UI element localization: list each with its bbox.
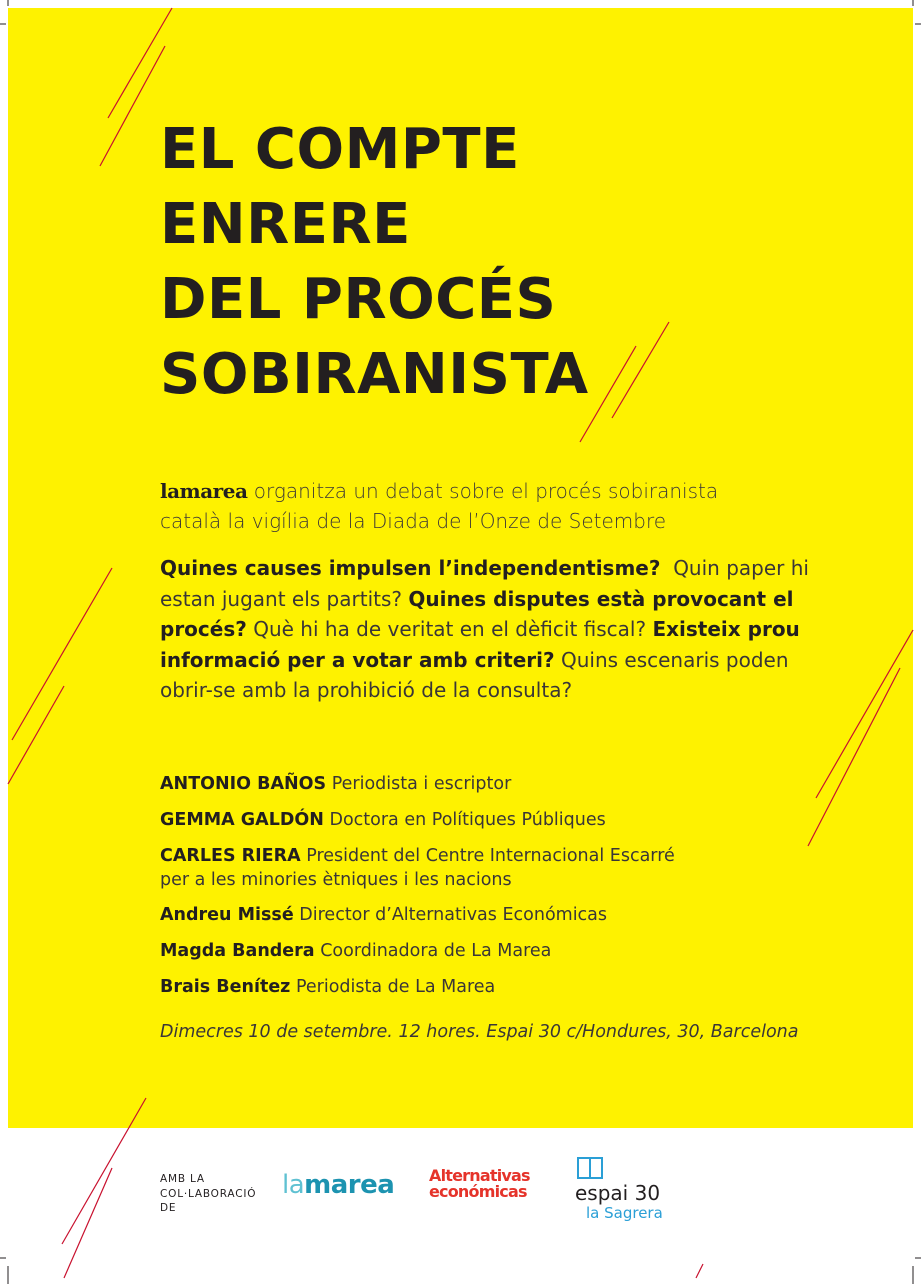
lamarea-inline-logo: lamarea xyxy=(160,479,248,503)
title-line-4: SOBIRANISTA xyxy=(160,342,589,407)
stripe-10 xyxy=(64,1168,112,1278)
speaker-name: Andreu Missé xyxy=(160,905,294,925)
question-5: Existeix prou informació per a votar amb criteri? xyxy=(160,617,800,672)
speaker-role: Coordinadora de La Marea xyxy=(320,941,552,961)
speaker-role: President del Centre Internacional Escarré xyxy=(306,846,675,866)
speaker-role: Doctora en Polítiques Públiques xyxy=(329,810,606,830)
alternativas-logo-line-2: económicas xyxy=(429,1182,527,1201)
stripe-11 xyxy=(696,1264,703,1278)
speaker-role: Periodista de La Marea xyxy=(295,977,496,997)
speaker-role: Periodista i escriptor xyxy=(331,774,512,794)
question-3: Quines disputes està provocant el procés? xyxy=(160,586,794,641)
alternativas-logo-line-1: Alternativas xyxy=(429,1166,530,1185)
speaker-name: Magda Bandera xyxy=(160,941,315,961)
question-1: Quines causes impulsen l’independentisme? xyxy=(160,556,661,580)
intro-line-2: català la vigília de la Diada de l’Onze de Setembre xyxy=(160,509,667,533)
collab-line-2: COL·LABORACIÓ xyxy=(160,1187,257,1200)
title-line-3: DEL PROCÉS xyxy=(160,267,557,332)
espai30-sub: la Sagrera xyxy=(586,1204,663,1222)
espai30-name: espai 30 xyxy=(575,1181,661,1205)
event-info: Dimecres 10 de setembre. 12 hores. Espai 30 c/Hondures, 30, Barcelona xyxy=(160,1022,799,1042)
question-4: Què hi ha de veritat en el dèficit fiscal? xyxy=(253,617,647,641)
alternativas-economicas-logo xyxy=(429,1168,530,1200)
collab-line-3: DE xyxy=(160,1202,177,1214)
title-line-2: ENRERE xyxy=(160,192,411,257)
question-6: Quins escenaris poden obrir-se amb la prohibició de la consulta? xyxy=(160,647,789,702)
speaker-name: Brais Benítez xyxy=(160,977,291,997)
intro-line-1: organitza un debat sobre el procés sobiranista xyxy=(247,479,719,503)
speaker-role: Director d’Alternativas Económicas xyxy=(299,905,608,925)
title-line-1: EL COMPTE xyxy=(160,117,520,182)
lamarea-logo-la: la xyxy=(282,1170,305,1200)
speaker-item xyxy=(160,772,511,796)
speaker-item xyxy=(160,844,675,892)
lamarea-logo xyxy=(282,1170,394,1200)
speaker-name: CARLES RIERA xyxy=(160,846,301,866)
intro-paragraph xyxy=(160,476,820,536)
lamarea-logo-marea: marea xyxy=(304,1170,395,1200)
speaker-name: GEMMA GALDÓN xyxy=(160,810,324,830)
speaker-name: ANTONIO BAÑOS xyxy=(160,774,327,794)
espai30-mark-icon xyxy=(577,1157,603,1179)
questions-paragraph xyxy=(160,553,840,706)
collaboration-label xyxy=(160,1172,256,1216)
speaker-item xyxy=(160,808,606,832)
speaker-role-line-2: per a les minories ètniques i les nacions xyxy=(160,870,512,890)
collab-line-1: AMB LA xyxy=(160,1173,205,1185)
speaker-item xyxy=(160,903,607,927)
speaker-item xyxy=(160,975,495,999)
poster-title xyxy=(160,112,589,412)
speaker-item xyxy=(160,939,551,963)
question-2: Quin paper hi estan jugant els partits? xyxy=(160,556,809,611)
